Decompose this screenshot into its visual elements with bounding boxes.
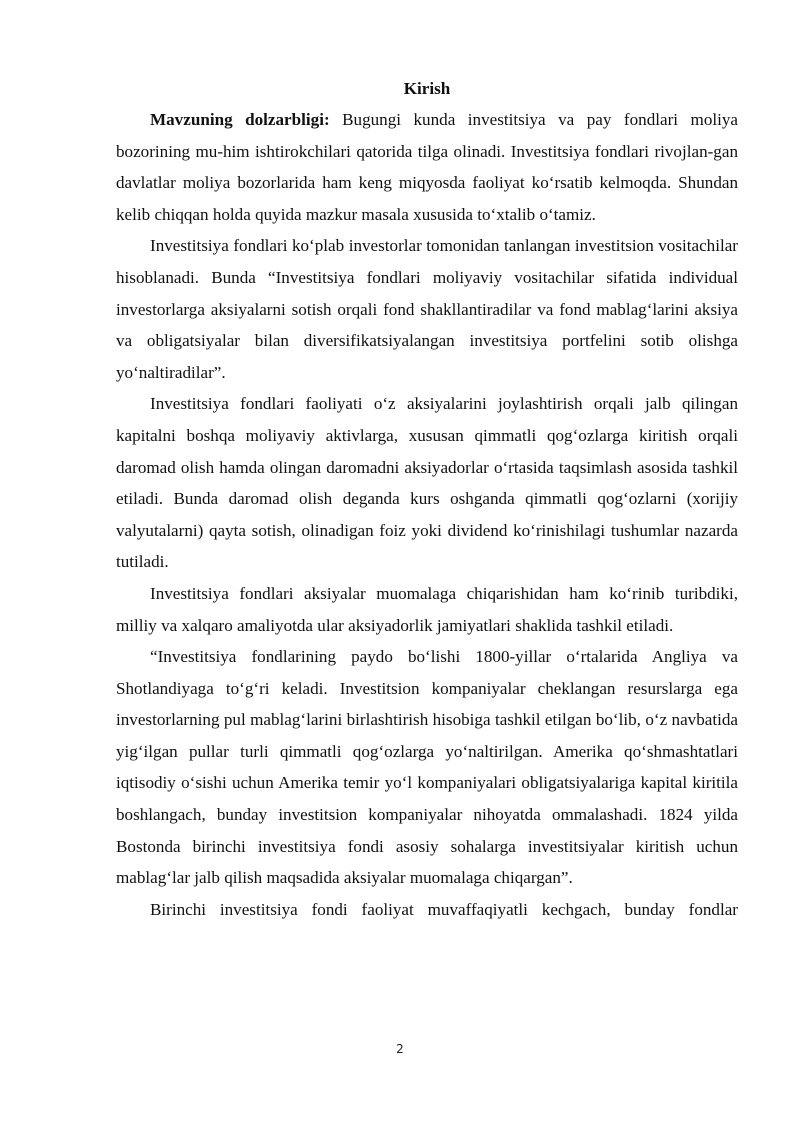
paragraph: Investitsiya fondlari aksiyalar muomalaga chiqarishidan ham ko‘rinib turibdiki, milliy va xalqaro amaliyotda ular aksiyadorlik jamiyatlari shaklida tashkil etiladi.: [116, 583, 738, 635]
page-number: 2: [396, 1042, 404, 1056]
paragraph-relevance: [116, 104, 738, 230]
paragraph: “Investitsiya fondlarining paydo bo‘lishi 1800-yillar o‘rtalarida Angliya va Shotlandiyaga to‘g‘ri keladi. Investitsion kompaniyalar cheklangan resurslarga ega investorlarning pul mablag‘larini birlashtirish hisobiga tashkil etilgan bo‘lib, o‘z navbatida yig‘ilgan pullar turli qimmatli qog‘ozlarga yo‘naltirilgan. Amerika qo‘shmashtatlari iqtisodiy o‘sishi uchun Amerika temir yo‘l kompaniyalari obligatsiyalariga kapital kiritila boshlangach, bunday investitsion kompaniyalar nihoyatda ommalashadi. 1824 yilda Bostonda birinchi investitsiya fondi asosiy sohalarga investitsiyalar kiritish uchun mablag‘lar jalb qilish maqsadida aksiyalar muomalaga chiqargan”.: [116, 647, 738, 888]
section-title: Kirish: [403, 79, 451, 98]
paragraph-text: Bugungi kunda investitsiya va pay fondlari moliya bozorining mu-him ishtirokchilari qatorida tilga olinadi. Investitsiya fondlari rivojlan-gan davlatlar moliya bozorlarida ham keng miqyosda faoliyat ko‘rsatib kelmoqda. Shundan kelib chiqqan holda quyida mazkur masala xususida to‘xtalib o‘tamiz.: [116, 110, 738, 224]
paragraph: Investitsiya fondlari ko‘plab investorlar tomonidan tanlangan investitsion vositachilar hisoblanadi. Bunda “Investitsiya fondlari moliyaviy vositachilar sifatida individual investorlarga aksiyalarni sotish orqali fond shakllantiradilar va fond mablag‘larini aksiya va obligatsiyalar bilan diversifikatsiyalangan investitsiya portfelini sotib olishga yo‘naltiradilar”.: [116, 236, 738, 382]
page-content: [116, 73, 738, 925]
paragraph-continued: Birinchi investitsiya fondi faoliyat muvaffaqiyatli kechgach, bunday fondlar: [150, 899, 738, 919]
paragraph: Investitsiya fondlari faoliyati o‘z aksiyalarini joylashtirish orqali jalb qilingan kapitalni boshqa moliyaviy aktivlarga, xususan qimmatli qog‘ozlarga kiritish orqali daromad olish hamda olingan daromadni aksiyadorlar o‘rtasida taqsimlash asosida tashkil etiladi. Bunda daromad olish deganda kurs oshganda qimmatli qog‘ozlarni (xorijiy valyutalarni) qayta sotish, olinadigan foiz yoki dividend ko‘rinishilagi tushumlar nazarda tutiladi.: [116, 394, 738, 572]
paragraph-lead: Mavzuning dolzarbligi:: [150, 110, 330, 129]
